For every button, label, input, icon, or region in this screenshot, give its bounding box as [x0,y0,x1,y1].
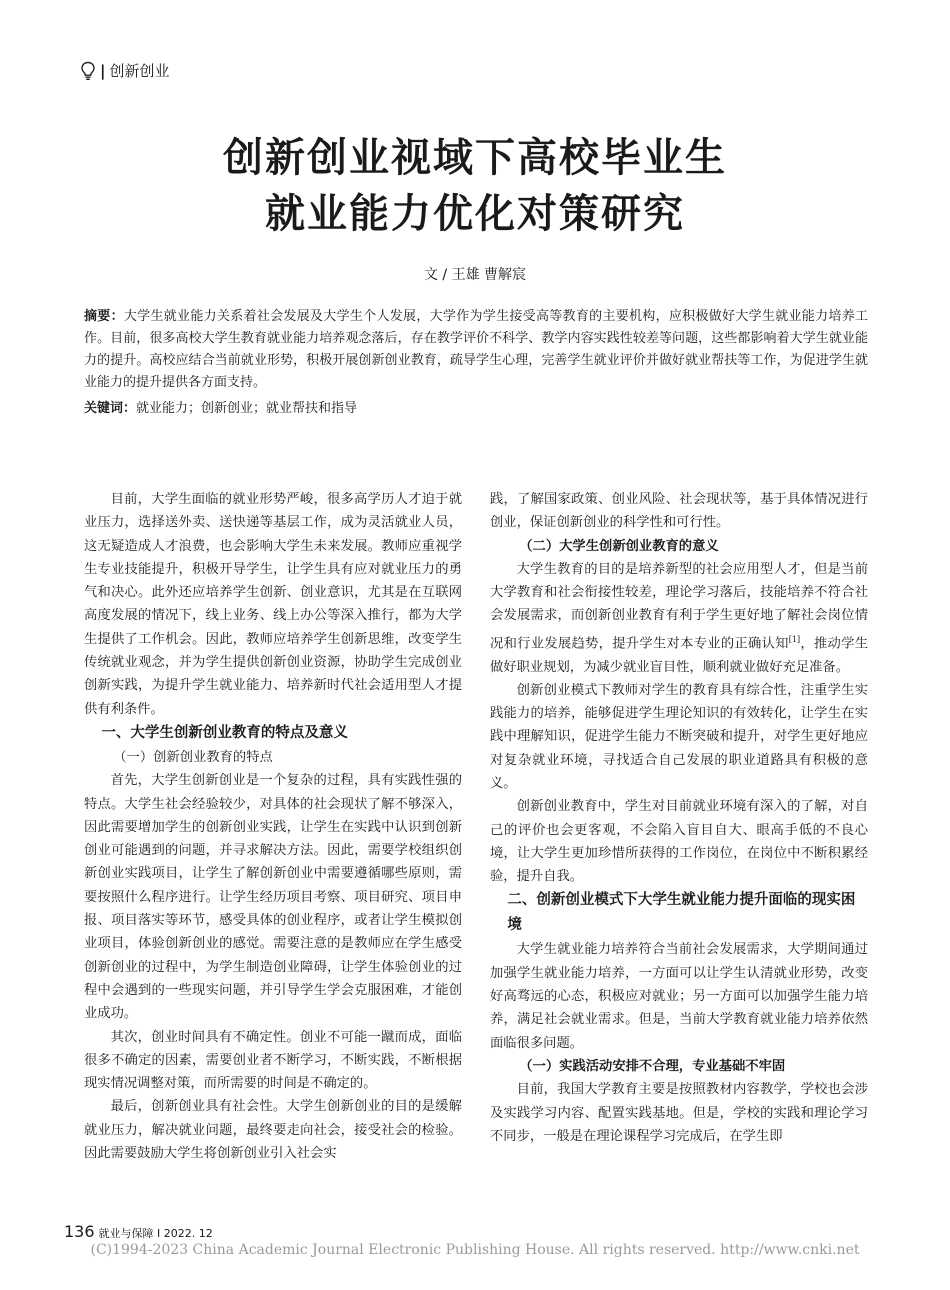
title-line-1: 创新创业视域下高校毕业生 [223,135,727,181]
page-number: 136 [64,1222,95,1241]
subsection-heading-3: （一）实践活动安排不合理，专业基础不牢固 [519,1058,786,1074]
abstract [84,306,868,394]
meaning-1-text-b: ，推动学生做好职业规划，为减少就业盲目性，顺利就业做好充足准备。 [490,636,869,675]
article-title [0,130,950,242]
left-column [84,488,462,1165]
intro-paragraph: 目前，大学生面临的就业形势严峻，很多高学历人才迫于就业压力，选择送外卖、送快递等基层工作，成为灵活就业人员，这无疑造成人才浪费，也会影响大学生未来发展。教师应重视学生专业技能提升，积极开导学生，让学生具有应对就业压力的勇气和决心。此外还应培养学生创新、创业意识，尤其是在互联网高度发展的情况下，线上业务、线上办公等深入推行，都为大学生提供了工作机会。因此，教师应培养学生创新思维，改变学生传统就业观念，并为学生提供创新创业资源，协助学生完成创业创新实践，为提升学生就业能力、培养新时代社会适用型人才提供有利条件。 [84,492,462,717]
paragraph-meaning-2: 创新创业模式下教师对学生的教育具有综合性，注重学生实践能力的培养，能够促进学生理论知识的有效转化，让学生在实践中理解知识，促进学生能力不断突破和提升，对学生更好地应对复杂就业环境，寻找适合自己发展的职业道路具有积极的意义。 [490,682,868,791]
subsection-heading-1: （一）创新创业教育的特点 [113,749,273,765]
page-footer [64,1222,213,1241]
right-column [490,488,868,1148]
paragraph-first: 首先，大学生创新创业是一个复杂的过程，具有实践性强的特点。大学生社会经验较少，对具体的社会现状了解不够深入，因此需要增加学生的创新创业实践，让学生在实践中认识到创新创业可能遇到的问题，并寻求解决方法。因此，需要学校组织创新创业实践项目，让学生了解创新创业中需要遵循哪些原则，需要按照什么程序进行。让学生经历项目考察、项目研究、项目申报、项目落实等环节，感受具体的创业程序，或者让学生模拟创业项目，体验创新创业的感觉。需要注意的是教师应在学生感受创新创业的过程中，为学生制造创业障碍，让学生体验创业的过程中会遇到的一些现实问题，并引导学生学会克服困难，才能创业成功。 [84,773,462,1022]
lightbulb-icon [80,61,96,81]
keywords-label: 关键词： [84,401,137,416]
paragraph-practice: 目前，我国大学教育主要是按照教材内容教学，学校也会涉及实践学习内容、配置实践基地。但是，学校的实践和理论学习不同步，一般是在理论课程学习完成后，在学生即 [490,1082,868,1144]
keywords [84,398,868,420]
section-tag [80,60,170,81]
abstract-text: 大学生就业能力关系着社会发展及大学生个人发展，大学作为学生接受高等教育的主要机构，应积极做好大学生就业能力培养工作。目前，很多高校大学生教育就业能力培养观念落后，存在教学评价不科学、教学内容实践性较差等问题，这些都影响着大学生就业能力的提升。高校应结合当前就业形势，积极开展创新创业教育，疏导学生心理，完善学生就业评价并做好就业帮扶等工作，为促进学生就业能力的提升提供各方面支持。 [84,309,868,390]
paragraph-section-2: 大学生就业能力培养符合当前社会发展需求，大学期间通过加强学生就业能力培养，一方面可以让学生认清就业形势，改变好高骛远的心态，积极应对就业；另一方面可以加强学生能力培养，满足社会就业需求。但是，当前大学教育就业能力培养依然面临很多问题。 [490,942,868,1051]
paragraph-meaning-3: 创新创业教育中，学生对目前就业环境有深入的了解，对自己的评价也会更客观，不会陷入盲目自大、眼高手低的不良心境，让大学生更加珍惜所获得的工作岗位，在岗位中不断积累经验，提升自我。 [490,799,868,885]
journal-info: 就业与保障 I 2022. 12 [98,1227,213,1240]
paragraph-continuation: 践，了解国家政策、创业风险、社会现状等，基于具体情况进行创业，保证创新创业的科学性和可行性。 [490,492,868,531]
section-heading-2: 二、创新创业模式下大学生就业能力提升面临的现实困境 [507,892,856,934]
paragraph-third: 最后，创新创业具有社会性。大学生创新创业的目的是缓解就业压力，解决就业问题，最终要走向社会，接受社会的检验。因此需要鼓励大学生将创新创业引入社会实 [84,1099,462,1162]
keywords-text: 就业能力；创新创业；就业帮扶和指导 [136,401,358,416]
title-line-2: 就业能力优化对策研究 [265,191,685,237]
section-name: 创新创业 [109,62,170,80]
subsection-heading-2: （二）大学生创新创业教育的意义 [519,538,719,554]
section-heading-1: 一、大学生创新创业教育的特点及意义 [101,724,348,741]
paragraph-meaning-1 [490,558,868,679]
paragraph-second: 其次，创业时间具有不确定性。创业不可能一蹴而成，面临很多不确定的因素，需要创业者不断学习，不断实践，不断根据现实情况调整对策，而所需要的时间是不确定的。 [84,1029,462,1092]
author-line: 文 / 王雄 曹解宸 [423,267,527,283]
citation-ref: [1] [788,634,801,644]
meaning-1-text-a: 大学生教育的目的是培养新型的社会应用型人才，但是当前大学教育和社会衔接性较差，理论学习落后，技能培养不符合社会发展需求，而创新创业教育有利于学生更好地了解社会岗位情况和行业发展趋势，提升学生对本专业的正确认知 [490,561,868,652]
copyright-watermark: (C)1994-2023 China Academic Journal Electronic Publishing House. All rights reserved. http://www.cnki.net [90,1242,860,1258]
section-divider: | [100,61,106,80]
abstract-label: 摘要： [84,309,124,324]
